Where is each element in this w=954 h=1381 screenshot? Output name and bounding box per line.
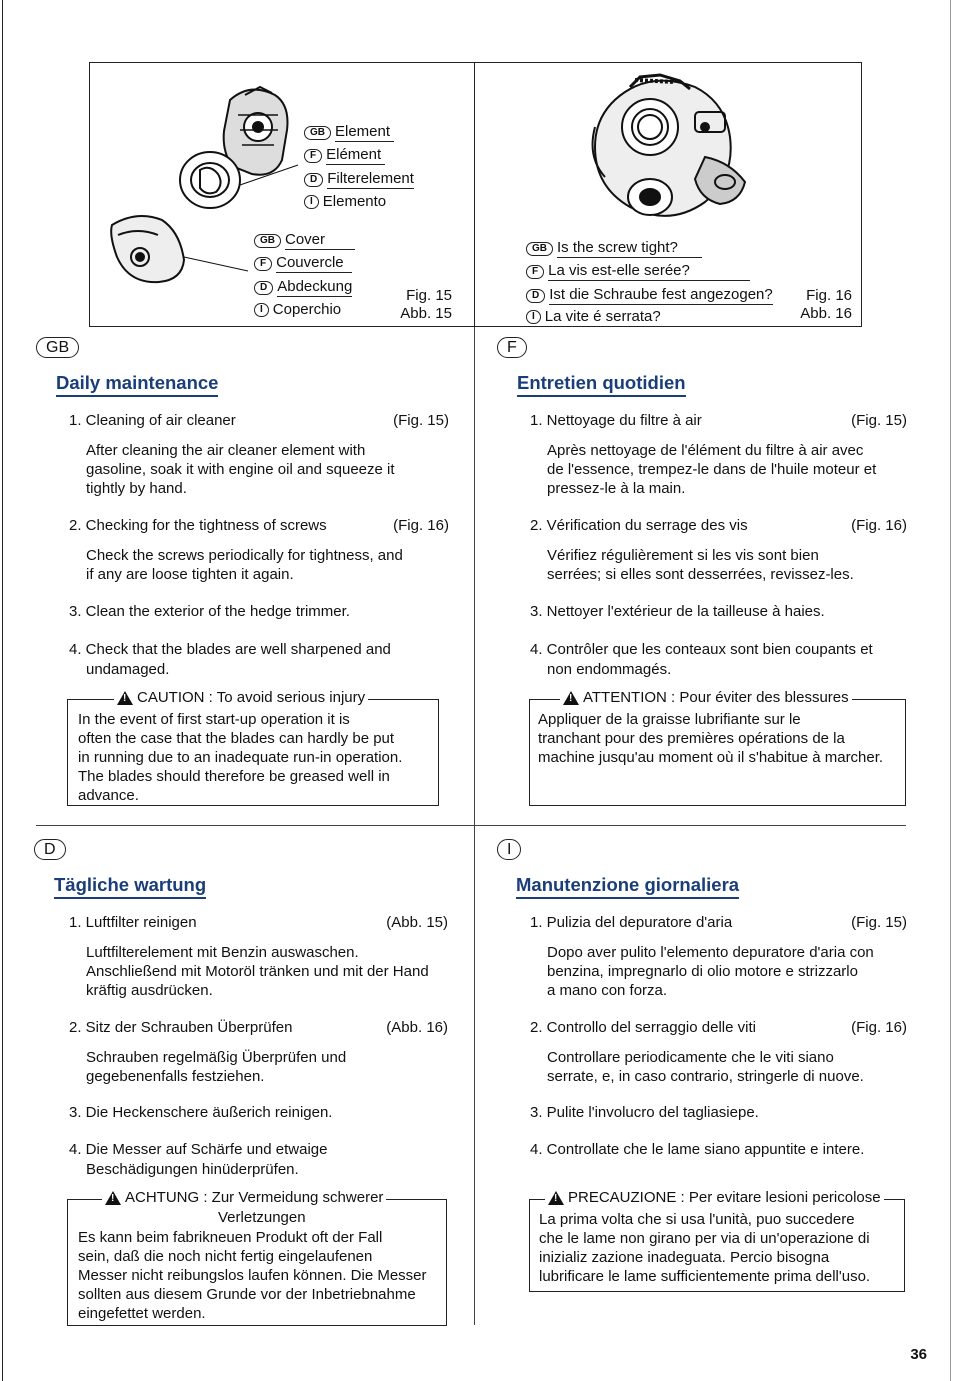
gb-item-4-body (86, 660, 169, 679)
body-line: kräftig ausdrücken. (86, 982, 213, 999)
page-number: 36 (910, 1346, 927, 1363)
caution-line: advance. (78, 787, 139, 804)
d-item-2-title: 2. Sitz der Schrauben Überprüfen (69, 1019, 293, 1036)
i-caution-text (539, 1210, 870, 1286)
body-line: After cleaning the air cleaner element with (86, 442, 366, 459)
filter-ring-drawing (180, 152, 240, 208)
section-d-heading: Tägliche wartung (54, 874, 206, 899)
body-line: non endommagés. (547, 661, 672, 678)
element-label-text: Element (335, 123, 394, 142)
caution-line: inizializ zazione inadeguata. Percio bisogna (539, 1249, 830, 1266)
body-line: Luftfilterelement mit Benzin auswaschen. (86, 944, 359, 961)
body-line: gasoline, soak it with engine oil and squeeze it (86, 461, 395, 478)
fig15-cover-label-f (254, 254, 352, 273)
lang-badge: F (254, 257, 272, 271)
caution-line: Messer nicht reibungslos laufen können. Die Messer (78, 1267, 427, 1284)
gb-item-2-body (86, 546, 403, 584)
d-item-3-title: 3. Die Heckenschere äußerich reinigen. (69, 1104, 333, 1121)
d-caution-title (102, 1189, 386, 1206)
section-d-lang-badge: D (34, 839, 66, 860)
fig15-cover-label-i (254, 301, 341, 318)
i-item-2-title: 2. Controllo del serraggio delle viti (530, 1019, 756, 1036)
fig16-ref-abb: Abb. 16 (800, 305, 852, 322)
fig16-label-i (526, 308, 661, 325)
warning-triangle-icon (563, 691, 579, 705)
cover-label-text: Couvercle (276, 254, 352, 273)
lang-badge: D (526, 289, 545, 303)
lang-badge: I (304, 195, 319, 209)
body-line: Après nettoyage de l'élément du filtre à air avec (547, 442, 864, 459)
gb-item-4-title: 4. Check that the blades are well sharpened and (69, 641, 391, 658)
f-item-2-title: 2. Vérification du serrage des vis (530, 517, 748, 534)
caution-line: in running due to an inadequate run-in operation. (78, 749, 403, 766)
caution-line: La prima volta che si usa l'unità, puo succedere (539, 1211, 855, 1228)
f-item-1-title: 1. Nettoyage du filtre à air (530, 412, 702, 429)
f-item-1-body (547, 441, 876, 498)
caution-line: machine jusqu'au moment où il s'habitue à marcher. (538, 749, 884, 766)
body-line: tightly by hand. (86, 480, 187, 497)
fig16-ref-fig: Fig. 16 (806, 287, 852, 304)
f-item-4-body (547, 660, 671, 679)
fig15-ref-fig: Fig. 15 (406, 287, 452, 304)
fig15-ref-abb: Abb. 15 (400, 305, 452, 322)
d-item-4-title: 4. Die Messer auf Schärfe und etwaige (69, 1141, 328, 1158)
body-line: Dopo aver pulito l'elemento depuratore d'aria con (547, 944, 874, 961)
i-item-1-title: 1. Pulizia del depuratore d'aria (530, 914, 733, 931)
caution-line: Es kann beim fabrikneuen Produkt oft der Fall (78, 1229, 383, 1246)
i-item-2-body (547, 1048, 864, 1086)
cover-label-text: Abdeckung (277, 278, 353, 295)
gb-item-2-ref: (Fig. 16) (393, 517, 449, 534)
fig16-label-text: La vis est-elle serée? (548, 262, 750, 281)
fig16-engine-illustration (585, 72, 755, 232)
caution-title-text: PRECAUZIONE : Per evitare lesioni pericolose (568, 1189, 881, 1206)
fig16-label-text: La vite é serrata? (544, 308, 661, 325)
caution-title-text: CAUTION : To avoid serious injury (137, 689, 366, 706)
cover-label-text: Cover (285, 231, 355, 250)
fig16-reference (790, 287, 852, 323)
body-line: if any are loose tighten it again. (86, 566, 294, 583)
column-divider (474, 327, 475, 1325)
caution-line: often the case that the blades can hardly be put (78, 730, 395, 747)
element-label-text: Elemento (322, 193, 387, 210)
i-item-1-ref: (Fig. 15) (851, 914, 907, 931)
cover-label-text: Coperchio (272, 301, 342, 318)
lang-badge: GB (254, 234, 281, 248)
d-caution-title-line2: Verletzungen (218, 1209, 306, 1226)
d-item-4-body (86, 1160, 299, 1179)
lang-badge: GB (304, 126, 331, 140)
f-caution-text (538, 710, 883, 767)
caution-line: In the event of first start-up operation it is (78, 711, 350, 728)
d-item-2-body (86, 1048, 346, 1086)
caution-title-text: ACHTUNG : Zur Vermeidung schwerer (125, 1189, 384, 1206)
lang-badge: F (304, 149, 322, 163)
caution-line: che le lame non girano per via di un'operazione di (539, 1230, 870, 1247)
body-line: serrées; si elles sont desserrées, revissez-les. (547, 566, 854, 583)
fig16-label-d (526, 286, 773, 305)
caution-title-text: ATTENTION : Pour éviter des blessures (583, 689, 849, 706)
section-i-lang-badge: I (497, 839, 521, 860)
gb-item-1-title: 1. Cleaning of air cleaner (69, 412, 236, 429)
gb-caution-text (78, 710, 402, 805)
cover-drawing (111, 216, 184, 282)
figure-divider (474, 62, 475, 327)
fig15-cover-label-d (254, 278, 352, 297)
body-line: de l'essence, trempez-le dans de l'huile moteur et (547, 461, 877, 478)
lang-badge: GB (526, 242, 553, 256)
d-item-1-body (86, 943, 429, 1000)
gb-item-3-title: 3. Clean the exterior of the hedge trimmer. (69, 603, 350, 620)
caution-line: lubrificare le lame sufficientemente prima dell'uso. (539, 1268, 871, 1285)
lang-badge: F (526, 265, 544, 279)
section-f-heading: Entretien quotidien (517, 372, 686, 397)
f-item-2-ref: (Fig. 16) (851, 517, 907, 534)
d-caution-text (78, 1228, 427, 1323)
body-line: Controllare periodicamente che le viti siano (547, 1049, 834, 1066)
i-caution-title (545, 1189, 884, 1206)
row-divider (36, 825, 906, 826)
caution-line: tranchant pour des premières opérations de la (538, 730, 845, 747)
f-item-2-body (547, 546, 854, 584)
d-item-1-ref: (Abb. 15) (386, 914, 448, 931)
gb-item-2-title: 2. Checking for the tightness of screws (69, 517, 327, 534)
caution-line: Appliquer de la graisse lubrifiante sur le (538, 711, 801, 728)
caution-line: The blades should therefore be greased well in (78, 768, 390, 785)
fig15-reference (392, 287, 452, 323)
fig16-label-f (526, 262, 750, 281)
body-line: serrate, e, in caso contrario, stringerle di nuove. (547, 1068, 864, 1085)
warning-triangle-icon (117, 691, 133, 705)
warning-triangle-icon (548, 1191, 564, 1205)
section-gb-heading: Daily maintenance (56, 372, 218, 397)
body-line: Vérifiez régulièrement si les vis sont bien (547, 547, 819, 564)
d-item-2-ref: (Abb. 16) (386, 1019, 448, 1036)
lang-badge: I (526, 310, 541, 324)
section-f-lang-badge: F (497, 337, 527, 358)
section-i-heading: Manutenzione giornaliera (516, 874, 739, 899)
f-item-3-title: 3. Nettoyer l'extérieur de la tailleuse à haies. (530, 603, 825, 620)
fig15-element-label-gb (304, 123, 394, 142)
body-line: a mano con forza. (547, 982, 668, 999)
body-line: Check the screws periodically for tightness, and (86, 547, 403, 564)
f-item-4-title: 4. Contrôler que les conteaux sont bien coupants et (530, 641, 873, 658)
element-label-text: Filterelement (327, 170, 414, 187)
fig15-element-label-d (304, 170, 414, 189)
d-item-1-title: 1. Luftfilter reinigen (69, 914, 197, 931)
fig16-label-text: Is the screw tight? (557, 239, 702, 258)
caution-line: sollten aus diesem Grunde vor der Inbetriebnahme (78, 1286, 416, 1303)
body-line: undamaged. (86, 661, 170, 678)
gb-item-1-ref: (Fig. 15) (393, 412, 449, 429)
element-label-text: Elément (326, 146, 385, 165)
section-gb-lang-badge: GB (36, 337, 79, 358)
left-edge-line (2, 0, 3, 1381)
body-line: benzina, impregnarlo di olio motore e strizzarlo (547, 963, 858, 980)
right-edge-line (950, 0, 951, 1381)
caution-line: sein, daß die noch nicht fertig eingelaufenen (78, 1248, 373, 1265)
lang-badge: I (254, 303, 269, 317)
caution-line: eingefettet werden. (78, 1305, 206, 1322)
warning-triangle-icon (105, 1191, 121, 1205)
i-item-4-title: 4. Controllate che le lame siano appuntite e intere. (530, 1141, 865, 1158)
gb-caution-title (114, 689, 368, 706)
fig15-cover-label-gb (254, 231, 355, 250)
f-caution-title (560, 689, 852, 706)
body-line: pressez-le à la main. (547, 480, 686, 497)
i-item-1-body (547, 943, 874, 1000)
fig16-label-text: Ist die Schraube fest angezogen? (549, 286, 773, 303)
fig16-label-gb (526, 239, 702, 258)
i-item-2-ref: (Fig. 16) (851, 1019, 907, 1036)
lang-badge: D (254, 281, 273, 295)
body-line: Anschließend mit Motoröl tränken und mit der Hand (86, 963, 429, 980)
body-line: gegebenenfalls festziehen. (86, 1068, 265, 1085)
fig15-element-label-i (304, 193, 386, 210)
f-item-1-ref: (Fig. 15) (851, 412, 907, 429)
fig15-element-label-f (304, 146, 385, 165)
gb-item-1-body (86, 441, 395, 498)
lang-badge: D (304, 173, 323, 187)
body-line: Beschädigungen hinüderprüfen. (86, 1161, 299, 1178)
i-item-3-title: 3. Pulite l'involucro del tagliasiepe. (530, 1104, 759, 1121)
body-line: Schrauben regelmäßig Überprüfen und (86, 1049, 347, 1066)
